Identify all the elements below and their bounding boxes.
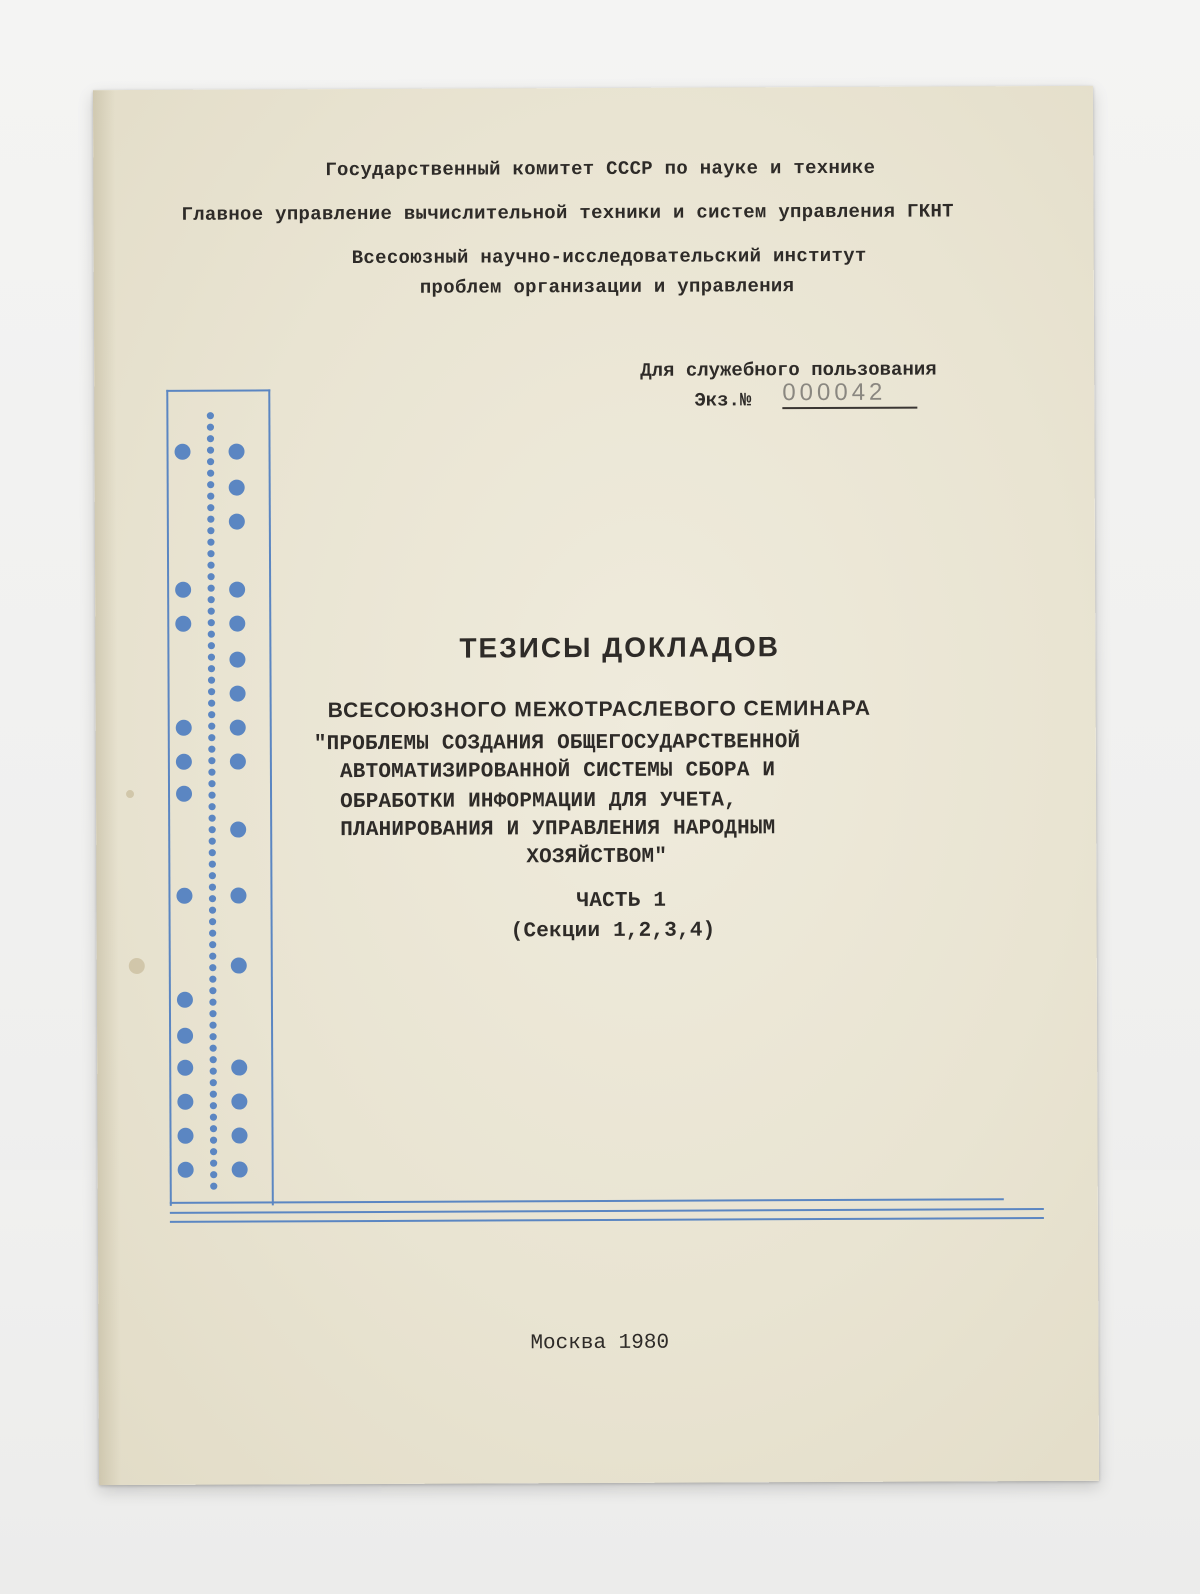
ornament-large-dot	[177, 1128, 193, 1144]
ornament-small-dot	[207, 435, 214, 442]
ornament-small-dot	[208, 746, 215, 753]
ornament-small-dot	[208, 769, 215, 776]
ornament-large-dot	[229, 480, 245, 496]
ornament-small-dot	[208, 642, 215, 649]
ornament-small-dot	[209, 1033, 216, 1040]
ornament-large-dot	[229, 616, 245, 632]
ornament-small-dot	[207, 447, 214, 454]
header-institute-cont: проблем организации и управления	[419, 275, 795, 299]
ornament-small-dot	[210, 1171, 217, 1178]
ornament-small-dot	[207, 539, 214, 546]
ornament-large-dot	[230, 888, 246, 904]
booklet-cover	[93, 86, 1099, 1485]
ornament-small-dot	[208, 803, 215, 810]
ornament-small-dot	[207, 412, 214, 419]
ornament-small-dot	[208, 677, 215, 684]
ornament-small-dot	[208, 757, 215, 764]
ornament-small-dot	[207, 458, 214, 465]
ornament-large-dot	[231, 1094, 247, 1110]
age-spot	[129, 958, 145, 974]
ornament-large-dot	[175, 444, 191, 460]
ornament-small-dot	[210, 1183, 217, 1190]
ornament-large-dot	[230, 686, 246, 702]
ornament-large-dot	[231, 1060, 247, 1076]
ornament-large-dot	[176, 888, 192, 904]
ornament-small-dot	[210, 1102, 217, 1109]
age-spot	[126, 790, 134, 798]
ornament-small-dot	[208, 585, 215, 592]
punched-dots-ornament	[158, 407, 271, 1197]
ornament-small-dot	[209, 918, 216, 925]
ornament-small-dot	[208, 780, 215, 787]
ornament-small-dot	[207, 481, 214, 488]
ornament-small-dot	[208, 608, 215, 615]
title-subtitle: ВСЕСОЮЗНОГО МЕЖОТРАСЛЕВОГО СЕМИНАРА	[327, 696, 872, 723]
ornament-large-dot	[176, 720, 192, 736]
ornament-large-dot	[177, 992, 193, 1008]
sections-list: (Секции 1,2,3,4)	[510, 919, 716, 944]
ornament-small-dot	[209, 872, 216, 879]
ornament-frame-top	[166, 389, 270, 391]
topic-line-5: ХОЗЯЙСТВОМ"	[526, 845, 668, 870]
restricted-use-notice: Для служебного пользования	[640, 358, 937, 382]
imprint-city-year: Москва 1980	[530, 1331, 670, 1356]
ornament-large-dot	[175, 582, 191, 598]
ornament-large-dot	[177, 1028, 193, 1044]
copy-number-underline	[782, 407, 917, 410]
ornament-small-dot	[208, 711, 215, 718]
ornament-small-dot	[209, 907, 216, 914]
ornament-small-dot	[207, 504, 214, 511]
ornament-small-dot	[208, 619, 215, 626]
ornament-small-dot	[208, 723, 215, 730]
ornament-small-dot	[208, 654, 215, 661]
ornament-small-dot	[210, 1056, 217, 1063]
ornament-large-dot	[231, 1128, 247, 1144]
ornament-small-dot	[209, 861, 216, 868]
ornament-small-dot	[209, 826, 216, 833]
ornament-small-dot	[207, 424, 214, 431]
ornament-small-dot	[210, 1068, 217, 1075]
ornament-large-dot	[230, 720, 246, 736]
header-committee: Государственный комитет СССР по науке и технике	[325, 156, 876, 182]
ornament-rule-3	[170, 1217, 1044, 1223]
ornament-small-dot	[210, 1114, 217, 1121]
ornament-large-dot	[229, 652, 245, 668]
topic-line-3: ОБРАБОТКИ ИНФОРМАЦИИ ДЛЯ УЧЕТА,	[340, 789, 737, 815]
ornament-small-dot	[209, 815, 216, 822]
ornament-small-dot	[210, 1045, 217, 1052]
ornament-small-dot	[210, 1125, 217, 1132]
ornament-large-dot	[230, 754, 246, 770]
ornament-rule-2	[170, 1208, 1044, 1214]
ornament-small-dot	[207, 562, 214, 569]
ornament-small-dot	[209, 964, 216, 971]
ornament-large-dot	[176, 754, 192, 770]
topic-line-4: ПЛАНИРОВАНИЯ И УПРАВЛЕНИЯ НАРОДНЫМ	[340, 817, 776, 843]
ornament-large-dot	[176, 786, 192, 802]
ornament-small-dot	[207, 550, 214, 557]
ornament-small-dot	[208, 665, 215, 672]
topic-line-1: "ПРОБЛЕМЫ СОЗДАНИЯ ОБЩЕГОСУДАРСТВЕННОЙ	[313, 731, 801, 757]
ornament-small-dot	[209, 987, 216, 994]
ornament-small-dot	[210, 1079, 217, 1086]
ornament-large-dot	[177, 1060, 193, 1076]
ornament-small-dot	[208, 688, 215, 695]
ornament-small-dot	[209, 884, 216, 891]
ornament-small-dot	[208, 734, 215, 741]
ornament-small-dot	[210, 1148, 217, 1155]
ornament-small-dot	[209, 930, 216, 937]
topic-line-2: АВТОМАТИЗИРОВАННОЙ СИСТЕМЫ СБОРА И	[339, 759, 776, 785]
ornament-small-dot	[209, 941, 216, 948]
ornament-small-dot	[207, 493, 214, 500]
ornament-large-dot	[229, 514, 245, 530]
ornament-small-dot	[207, 527, 214, 534]
ornament-large-dot	[178, 1162, 194, 1178]
ornament-large-dot	[230, 822, 246, 838]
title-main: ТЕЗИСЫ ДОКЛАДОВ	[459, 631, 780, 664]
ornament-small-dot	[210, 1091, 217, 1098]
part-number: ЧАСТЬ 1	[576, 889, 667, 914]
ornament-small-dot	[209, 895, 216, 902]
ornament-large-dot	[232, 1162, 248, 1178]
ornament-large-dot	[175, 616, 191, 632]
ornament-small-dot	[207, 573, 214, 580]
header-institute: Всесоюзный научно-исследовательский институт	[351, 244, 867, 270]
ornament-small-dot	[209, 999, 216, 1006]
ornament-small-dot	[208, 596, 215, 603]
ornament-small-dot	[207, 516, 214, 523]
copy-number-label: Экз.№	[694, 389, 752, 412]
ornament-large-dot	[229, 444, 245, 460]
ornament-small-dot	[209, 1010, 216, 1017]
ornament-small-dot	[209, 1022, 216, 1029]
ornament-small-dot	[207, 470, 214, 477]
ornament-large-dot	[177, 1094, 193, 1110]
ornament-rule-1	[170, 1198, 1004, 1204]
ornament-small-dot	[209, 838, 216, 845]
ornament-small-dot	[208, 631, 215, 638]
ornament-large-dot	[231, 958, 247, 974]
ornament-small-dot	[210, 1160, 217, 1167]
ornament-small-dot	[209, 976, 216, 983]
ornament-small-dot	[208, 792, 215, 799]
ornament-small-dot	[209, 849, 216, 856]
ornament-small-dot	[209, 953, 216, 960]
header-directorate: Главное управление вычислительной техники и систем управления ГКНТ	[181, 200, 954, 226]
ornament-small-dot	[210, 1137, 217, 1144]
ornament-large-dot	[229, 582, 245, 598]
copy-number-stamp: 000042	[782, 378, 887, 407]
ornament-small-dot	[208, 700, 215, 707]
